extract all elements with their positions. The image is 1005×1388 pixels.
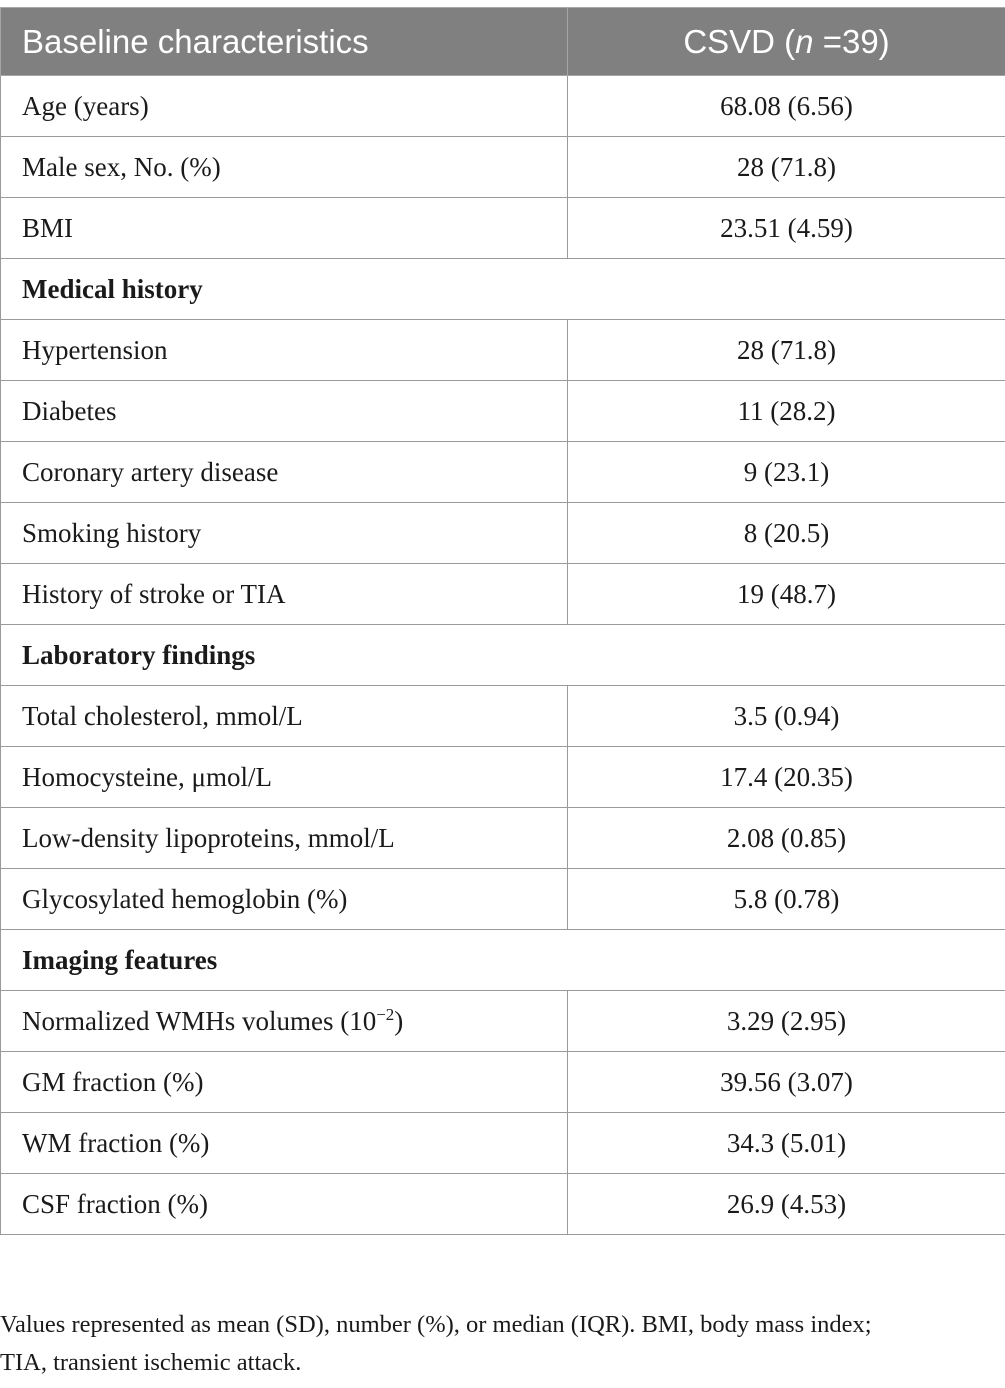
table-row: [1, 320, 1005, 381]
row-value: 11 (28.2): [568, 381, 1005, 442]
row-value: 26.9 (4.53): [568, 1174, 1005, 1235]
section-row: [1, 259, 1005, 320]
row-label: BMI: [1, 198, 568, 259]
table-row: [1, 869, 1005, 930]
baseline-characteristics-table: [0, 7, 1005, 1235]
row-label: Age (years): [1, 76, 568, 137]
table-row: [1, 1113, 1005, 1174]
row-label: CSF fraction (%): [1, 1174, 568, 1235]
row-label: Homocysteine, μmol/L: [1, 747, 568, 808]
header-baseline-characteristics: Baseline characteristics: [1, 8, 568, 76]
footnote-line-1: Values represented as mean (SD), number (%), or median (IQR). BMI, body mass index;: [0, 1311, 872, 1338]
row-label: [1, 991, 568, 1052]
row-value: 39.56 (3.07): [568, 1052, 1005, 1113]
section-heading: Medical history: [1, 259, 1005, 320]
table-row: [1, 76, 1005, 137]
header-csvd-n: n: [795, 22, 814, 60]
table-row: [1, 1052, 1005, 1113]
row-label: GM fraction (%): [1, 1052, 568, 1113]
table-body: [1, 76, 1005, 1235]
row-value: 9 (23.1): [568, 442, 1005, 503]
row-label: Hypertension: [1, 320, 568, 381]
row-label-text: Normalized WMHs volumes (10: [22, 1005, 377, 1036]
table-row: [1, 137, 1005, 198]
table-row: [1, 198, 1005, 259]
table-row: [1, 1174, 1005, 1235]
table-row: [1, 442, 1005, 503]
table-row: [1, 503, 1005, 564]
table-header-row: [1, 8, 1005, 76]
row-value: 17.4 (20.35): [568, 747, 1005, 808]
section-row: [1, 625, 1005, 686]
row-value: 34.3 (5.01): [568, 1113, 1005, 1174]
row-label: Coronary artery disease: [1, 442, 568, 503]
row-value: 68.08 (6.56): [568, 76, 1005, 137]
row-label: Diabetes: [1, 381, 568, 442]
section-heading: Imaging features: [1, 930, 1005, 991]
table-row: [1, 564, 1005, 625]
row-label: Male sex, No. (%): [1, 137, 568, 198]
row-value: 19 (48.7): [568, 564, 1005, 625]
row-value: 28 (71.8): [568, 137, 1005, 198]
section-heading: Laboratory findings: [1, 625, 1005, 686]
row-label-suffix: ): [394, 1005, 404, 1036]
row-value: 3.29 (2.95): [568, 991, 1005, 1052]
row-value: 8 (20.5): [568, 503, 1005, 564]
row-value: 5.8 (0.78): [568, 869, 1005, 930]
table-row: [1, 747, 1005, 808]
header-csvd-suffix: =39): [813, 22, 890, 60]
table-footnote: [0, 1306, 1000, 1382]
footnote-line-2: TIA, transient ischemic attack.: [0, 1349, 302, 1376]
row-value: 23.51 (4.59): [568, 198, 1005, 259]
row-label: WM fraction (%): [1, 1113, 568, 1174]
section-row: [1, 930, 1005, 991]
row-label: History of stroke or TIA: [1, 564, 568, 625]
row-value: 2.08 (0.85): [568, 808, 1005, 869]
header-csvd-column: [568, 8, 1005, 76]
table-row: [1, 686, 1005, 747]
row-value: 3.5 (0.94): [568, 686, 1005, 747]
table-row: [1, 991, 1005, 1052]
table-row: [1, 808, 1005, 869]
row-label: Low-density lipoproteins, mmol/L: [1, 808, 568, 869]
table-row: [1, 381, 1005, 442]
row-label: Total cholesterol, mmol/L: [1, 686, 568, 747]
header-csvd-prefix: CSVD (: [683, 22, 796, 60]
row-label: Smoking history: [1, 503, 568, 564]
row-label: Glycosylated hemoglobin (%): [1, 869, 568, 930]
row-label-superscript: −2: [376, 1004, 395, 1024]
row-value: 28 (71.8): [568, 320, 1005, 381]
